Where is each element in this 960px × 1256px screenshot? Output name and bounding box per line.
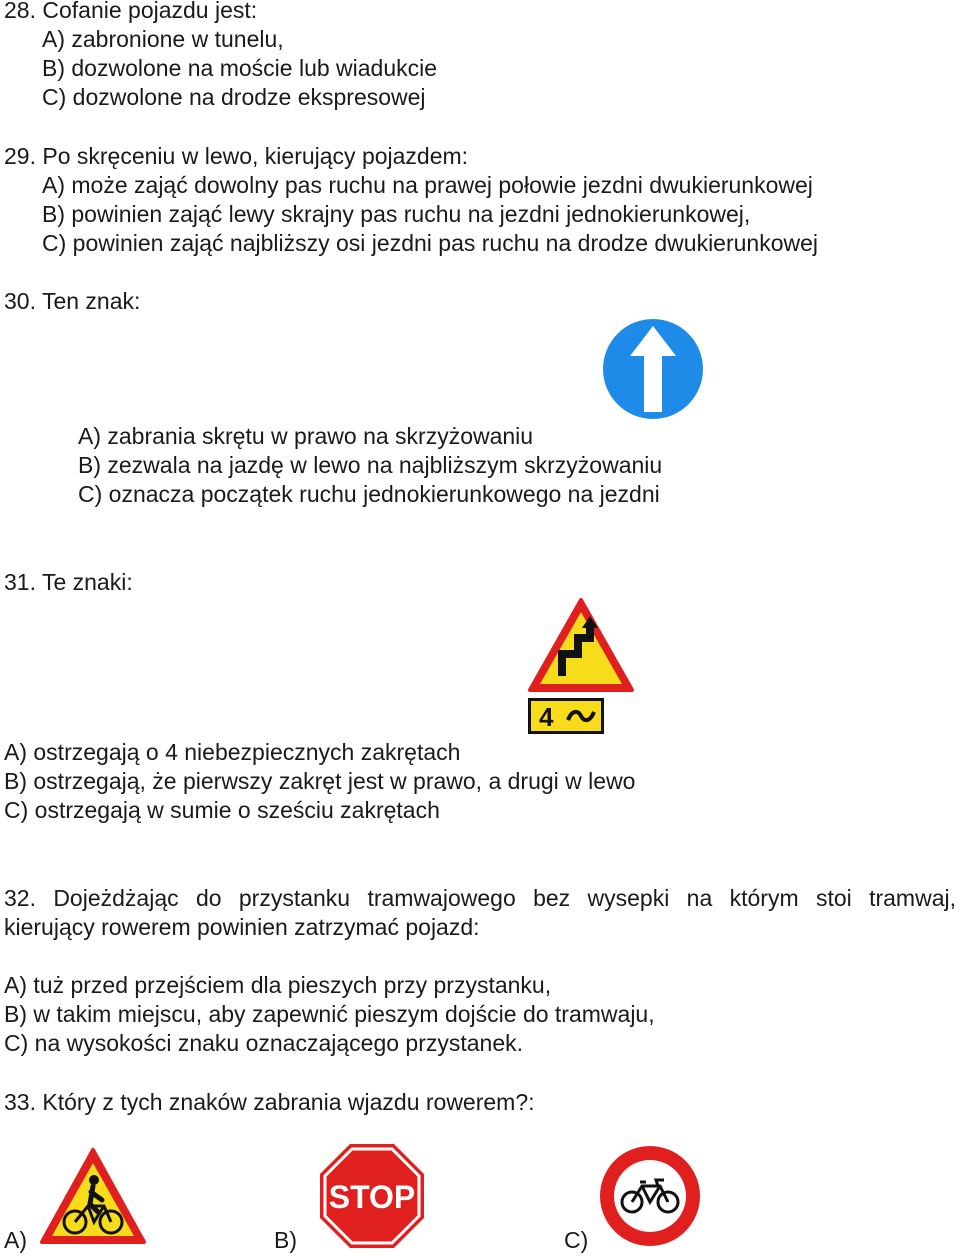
double-bend-warning-sign-icon [526, 596, 636, 694]
q31-option-b: B) ostrzegają, że pierwszy zakręt jest w prawo, a drugi w lewo [4, 768, 636, 794]
q33-label-b: B) [274, 1227, 297, 1253]
q32-option-a: A) tuż przed przejściem dla pieszych przy przystanku, [4, 972, 552, 998]
q29-option-a: A) może zająć dowolny pas ruchu na prawej połowie jezdni dwukierunkowej [42, 172, 813, 198]
q31-option-c: C) ostrzegają w sumie o sześciu zakrętach [4, 797, 440, 823]
distance-plate-sign-icon [528, 698, 604, 734]
q33-label-a: A) [4, 1227, 27, 1253]
q29-title: 29. Po skręceniu w lewo, kierujący pojazdem: [4, 143, 469, 169]
q28-option-b: B) dozwolone na moście lub wiadukcie [42, 55, 438, 81]
cyclists-warning-sign-icon [38, 1146, 148, 1246]
q31-title: 31. Te znaki: [4, 569, 133, 595]
q28-option-c: C) dozwolone na drodze ekspresowej [42, 84, 426, 110]
q29-option-b: B) powinien zająć lewy skrajny pas ruchu na jezdni jednokierunkowej, [42, 201, 751, 227]
stop-sign-icon [318, 1142, 426, 1250]
q30-option-a: A) zabrania skrętu w prawo na skrzyżowaniu [78, 423, 534, 449]
q33-label-c: C) [564, 1227, 589, 1253]
q30-title: 30. Ten znak: [4, 288, 141, 314]
q28-option-a: A) zabronione w tunelu, [42, 26, 284, 52]
plate-number: 4 [539, 702, 554, 732]
q33-title: 33. Który z tych znaków zabrania wjazdu rowerem?: [4, 1089, 535, 1115]
q30-option-b: B) zezwala na jazdę w lewo na najbliższym skrzyżowaniu [78, 452, 663, 478]
ahead-only-sign-icon [598, 314, 708, 424]
q32-title-line2: kierujący rowerem powinien zatrzymać pojazd: [4, 914, 480, 940]
q32-title-line1: 32. Dojeżdżając do przystanku tramwajowego bez wysepki na którym stoi tramwaj, [4, 885, 956, 911]
no-bicycles-sign-icon [598, 1144, 702, 1248]
q32-option-c: C) na wysokości znaku oznaczającego przystanek. [4, 1030, 524, 1056]
q30-option-c: C) oznacza początek ruchu jednokierunkowego na jezdni [78, 481, 660, 507]
stop-text: STOP [328, 1179, 416, 1215]
q29-option-c: C) powinien zająć najbliższy osi jezdni pas ruchu na drodze dwukierunkowej [42, 230, 819, 256]
q32-option-b: B) w takim miejscu, aby zapewnić pieszym dojście do tramwaju, [4, 1001, 655, 1027]
q28-title: 28. Cofanie pojazdu jest: [4, 0, 258, 23]
q31-option-a: A) ostrzegają o 4 niebezpiecznych zakrętach [4, 739, 461, 765]
